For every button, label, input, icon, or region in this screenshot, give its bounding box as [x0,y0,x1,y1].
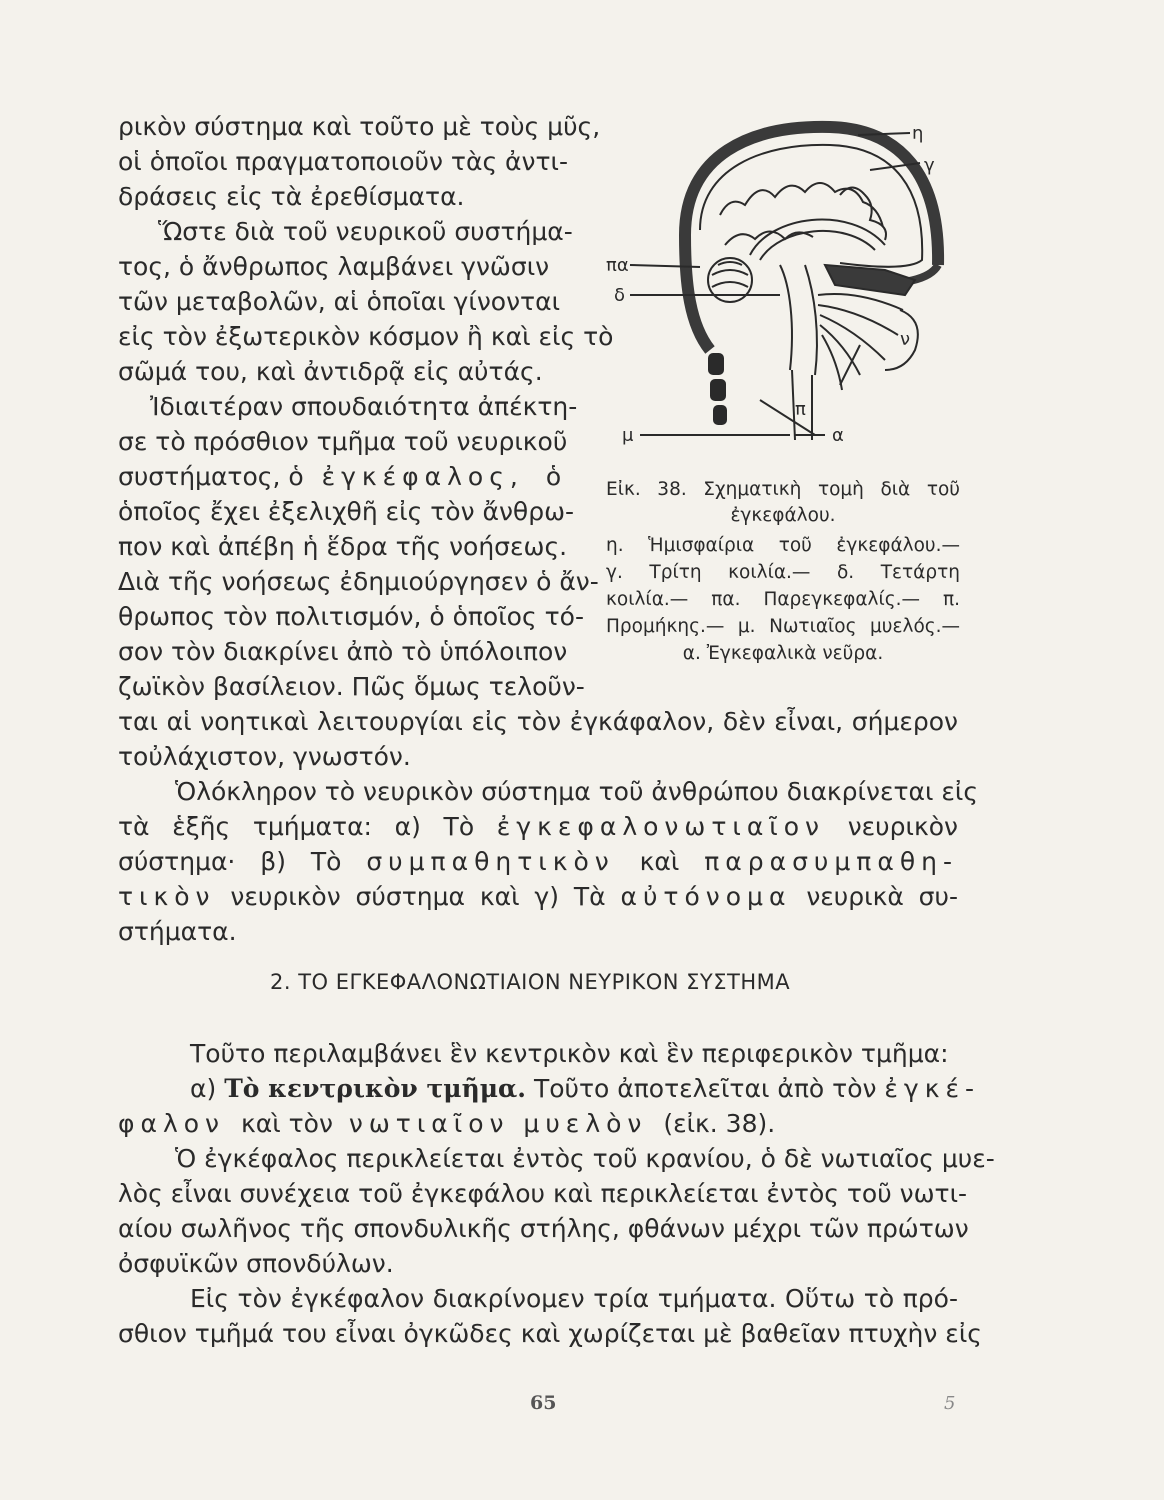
text-span: συστήματος, ὁ [118,462,304,491]
figure-caption-line: κοιλία.— πα. Παρεγκεφαλίς.— π. [606,589,960,610]
text-span: α) [190,1074,217,1103]
label-gamma: γ [924,155,935,176]
spaced-term: τικὸν [118,882,216,911]
label-delta: δ [614,285,626,306]
spaced-term: φαλον [118,1109,226,1138]
spaced-term: συμπαθητικὸν [366,847,615,876]
label-pa: πα [606,255,629,276]
text-line: Τοῦτο περιλαμβάνει ἓν κεντρικὸν καὶ ἓν περιφερικὸν τμῆμα: [190,1039,949,1068]
text-line: εἰς τὸν ἐξωτερικὸν κόσμον ἢ καὶ εἰς τὸ [118,322,614,351]
text-line [118,460,561,494]
text-line [118,880,958,914]
text-line: αίου σωλῆνος τῆς σπονδυλικῆς στήλης, φθάνων μέχρι τῶν πρώτων [118,1214,969,1243]
figure-caption-title: Εἰκ. 38. Σχηματικὴ τομὴ διὰ τοῦ [606,479,960,500]
label-mu: μ [622,425,634,446]
text-line: σθιον τμῆμά του εἶναι ὀγκῶδες καὶ χωρίζεται μὲ βαθεῖαν πτυχὴν εἰς [118,1319,982,1348]
text-line: ὀσφυϊκῶν σπονδύλων. [118,1249,394,1278]
label-alpha: α [832,425,844,446]
text-line: θρωπος τὸν πολιτισμόν, ὁ ὁποῖος τό- [118,602,584,631]
figure-caption-line: Προμήκης.— μ. Νωτιαῖος μυελός.— [606,616,960,637]
text-span: καὶ [639,847,680,876]
text-line: δράσεις εἰς τὰ ἐρεθίσματα. [118,182,465,211]
text-line: πον καὶ ἀπέβη ἡ ἕδρα τῆς νοήσεως. [118,532,568,561]
brain-section-figure [600,95,960,460]
figure-caption-line: α. Ἐγκεφαλικὰ νεῦρα. [682,643,884,664]
text-line: σον τὸν διακρίνει ἀπὸ τὸ ὑπόλοιπον [118,637,568,666]
text-line [118,845,958,879]
text-line: Εἰς τὸν ἐγκέφαλον διακρίνομεν τρία τμήματα. Οὕτω τὸ πρό- [190,1284,958,1313]
text-line: ρικὸν σύστημα καὶ τοῦτο μὲ τοὺς μῦς, [118,112,601,141]
text-span: σύστημα· β) Τὸ [118,847,342,876]
spaced-term: ἐγκέφαλος, [321,462,524,491]
text-line: σῶμά του, καὶ ἀντιδρᾷ εἰς αὐτάς. [118,357,543,386]
spaced-term: ἐγκέ- [884,1074,980,1103]
text-line: Ἰδιαιτέραν σπουδαιότητα ἀπέκτη- [150,392,578,421]
spaced-term: αὐτόνομα [620,882,792,911]
text-span: τὰ ἑξῆς τμήματα: α) Τὸ [118,812,475,841]
figure-caption-line: ἐγκεφάλου. [730,505,836,526]
text-line: σε τὸ πρόσθιον τμῆμα τοῦ νευρικοῦ [118,427,568,456]
text-span: νευρικὰ συ- [806,882,959,911]
text-line: τος, ὁ ἄνθρωπος λαμβάνει γνῶσιν [118,252,550,281]
text-span: Τοῦτο ἀποτελεῖται ἀπὸ τὸν [533,1074,877,1103]
text-line: ται αἱ νοητικαὶ λειτουργίαι εἰς τὸν ἐγκάφαλον, δὲν εἶναι, σήμερον [118,707,958,736]
text-span: ὁ [545,462,562,491]
text-line: λὸς εἶναι συνέχεια τοῦ ἐγκεφάλου καὶ περικλείεται ἐντὸς τοῦ νωτι- [118,1179,968,1208]
spaced-term: νωτιαῖον μυελὸν [348,1109,648,1138]
page-number: 65 [530,1392,557,1414]
text-span: νευρικὸν σύστημα καὶ γ) Τὰ [230,882,606,911]
text-line: οἱ ὁποῖοι πραγματοποιοῦν τὰς ἀντι- [118,147,569,176]
text-line: τῶν μεταβολῶν, αἱ ὁποῖαι γίνονται [118,287,561,316]
text-line: Ὁ ἐγκέφαλος περικλείεται ἐντὸς τοῦ κρανίου, ὁ δὲ νωτιαῖος μυε- [175,1144,995,1173]
label-pi: π [795,399,806,420]
text-line: στήματα. [118,917,237,946]
spaced-term: ἐγκεφαλονωτιαῖον [496,812,826,841]
text-line [118,1107,775,1141]
label-eta: η [912,123,924,144]
section-heading: 2. ΤΟ ΕΓΚΕΦΑΛΟΝΩΤΙΑΙΟΝ ΝΕΥΡΙΚΟΝ ΣΥΣΤΗΜΑ [270,970,791,994]
text-line [118,810,958,844]
text-span: καὶ τὸν [240,1109,333,1138]
text-line: τοὐλάχιστον, γνωστόν. [118,742,411,771]
text-line: Διὰ τῆς νοήσεως ἐδημιούργησεν ὁ ἄν- [118,567,599,596]
text-line: ζωϊκὸν βασίλειον. Πῶς ὅμως τελοῦν- [118,672,585,701]
text-span: νευρικὸν [847,812,958,841]
spaced-term: παρασυμπαθη- [704,847,958,876]
figure-caption-line: γ. Τρίτη κοιλία.— δ. Τετάρτη [606,562,960,583]
figure-caption-line: η. Ἡμισφαίρια τοῦ ἐγκεφάλου.— [606,535,960,556]
text-line: Ὁλόκληρον τὸ νευρικὸν σύστημα τοῦ ἀνθρώπου διακρίνεται εἰς [175,777,979,806]
text-line: Ὥστε διὰ τοῦ νευρικοῦ συστήμα- [158,217,573,246]
text-line: ὁποῖος ἔχει ἐξελιχθῆ εἰς τὸν ἄνθρω- [118,497,575,526]
label-nu: ν [900,329,911,350]
text-line [190,1072,980,1106]
bold-term: Τὸ κεντρικὸν τμῆμα. [224,1074,526,1103]
signature-mark: 5 [944,1393,956,1414]
text-span: (εἰκ. 38). [663,1109,776,1138]
